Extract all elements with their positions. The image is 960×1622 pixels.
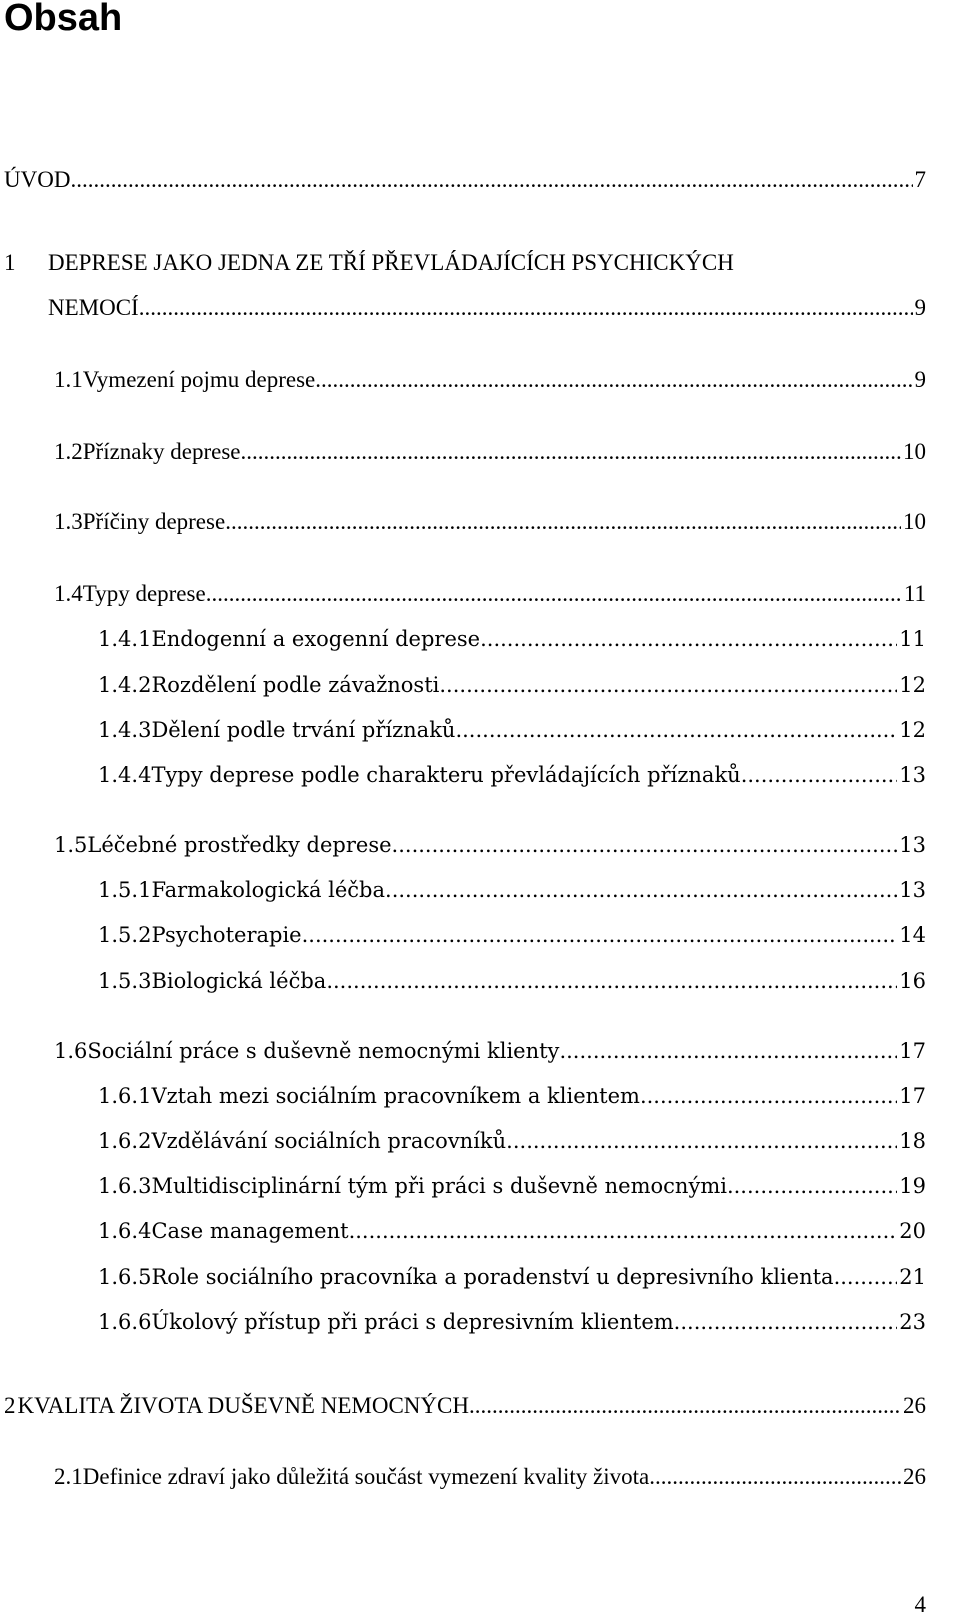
toc-entry-number: 1.4.1 [98, 627, 152, 651]
toc-entry-title: Farmakologická léčba [151, 878, 386, 902]
dot-leader [385, 873, 897, 907]
toc-entry-number: 1.6.2 [98, 1129, 152, 1153]
toc-entry-page: 23 [899, 1310, 926, 1334]
toc-entry-2-1[interactable] [54, 1460, 926, 1494]
toc-entry-title: Vzdělávání sociálních pracovníků [151, 1129, 507, 1153]
toc-entry-page: 16 [899, 969, 926, 993]
toc-entry-number: 1.4.2 [98, 673, 152, 697]
toc-entry-number: 2 [4, 1393, 16, 1418]
toc-entry-title: Multidisciplinární tým při práci s duševně nemocnými [151, 1174, 727, 1198]
toc-entry-title: KVALITA ŽIVOTA DUŠEVNĚ NEMOCNÝCH [17, 1393, 469, 1418]
toc-entry-number: 1.5 [54, 833, 88, 857]
toc-entry-1-4-4[interactable] [98, 758, 926, 792]
toc-entry-page: 13 [899, 833, 926, 857]
toc-entry-page: 13 [899, 878, 926, 902]
toc-entry-title: Rozdělení podle závažnosti [151, 673, 440, 697]
toc-entry-number: 1.6.3 [98, 1174, 152, 1198]
toc-entry-1-6[interactable] [54, 1034, 926, 1068]
toc-entry-page: 10 [903, 509, 926, 534]
toc-entry-1-2[interactable] [54, 435, 926, 469]
toc-entry-title: Sociální práce s duševně nemocnými klienty [87, 1039, 560, 1063]
toc-entry-title: Úkolový přístup při práci s depresivním klientem [151, 1310, 674, 1334]
dot-leader [649, 1460, 901, 1494]
toc-entry-1-6-4[interactable] [98, 1214, 926, 1248]
toc-entry-title: Endogenní a exogenní deprese [151, 627, 481, 651]
dot-leader [139, 291, 913, 325]
toc-entry-number: 2.1 [54, 1464, 83, 1489]
toc-entry-title: Biologická léčba [151, 969, 327, 993]
toc-entry-number: 1.3 [54, 509, 83, 534]
toc-entry-page: 13 [899, 763, 926, 787]
toc-entry-title: Typy deprese podle charakteru převládajících příznaků [151, 763, 741, 787]
dot-leader [326, 964, 897, 998]
dot-leader [302, 918, 898, 952]
dot-leader [315, 363, 912, 397]
toc-entry-1-5-3[interactable] [98, 964, 926, 998]
toc-entry-1-4[interactable] [54, 577, 926, 611]
dot-leader [455, 713, 897, 747]
dot-leader [674, 1305, 898, 1339]
toc-entry-number: 1.6.1 [98, 1084, 152, 1108]
toc-entry-1-6-5[interactable] [98, 1260, 926, 1294]
dot-leader [241, 435, 902, 469]
toc-entry-number: 1.6.6 [98, 1310, 152, 1334]
toc-entry-uvod[interactable] [4, 163, 926, 197]
toc-entry-number: 1.5.2 [98, 923, 152, 947]
toc-entry-page: 17 [899, 1084, 926, 1108]
toc-entry-1-4-3[interactable] [98, 713, 926, 747]
toc-entry-page: 10 [903, 439, 926, 464]
dot-leader [559, 1034, 897, 1068]
dot-leader [225, 505, 901, 539]
toc-entry-page: 12 [899, 718, 926, 742]
dot-leader [349, 1214, 898, 1248]
toc-entry-1-1[interactable] [54, 363, 926, 397]
dot-leader [741, 758, 898, 792]
toc-entry-title: Dělení podle trvání příznaků [151, 718, 456, 742]
toc-entry-number: 1.2 [54, 439, 83, 464]
toc-entry-number: 1.5.1 [98, 878, 152, 902]
toc-entry-page: 7 [914, 167, 926, 192]
toc-entry-1-4-1[interactable] [98, 622, 926, 656]
toc-entry-chapter-1[interactable] [4, 246, 734, 280]
toc-entry-page: 21 [899, 1265, 926, 1289]
toc-entry-1-5[interactable] [54, 828, 926, 862]
toc-entry-page: 12 [899, 673, 926, 697]
dot-leader [206, 577, 902, 611]
toc-entry-title: Příznaky deprese [82, 439, 241, 464]
toc-entry-page: 26 [903, 1464, 926, 1489]
dot-leader [439, 668, 897, 702]
toc-entry-page: 11 [899, 627, 926, 651]
toc-entry-number: 1 [4, 250, 16, 275]
toc-entry-title: Definice zdraví jako důležitá součást vymezení kvality života [82, 1464, 650, 1489]
toc-entry-1-6-6[interactable] [98, 1305, 926, 1339]
toc-entry-1-6-2[interactable] [98, 1124, 926, 1158]
toc-entry-number: 1.4 [54, 581, 83, 606]
dot-leader [392, 828, 898, 862]
toc-entry-1-6-3[interactable] [98, 1169, 926, 1203]
toc-entry-title: Vymezení pojmu deprese [82, 367, 316, 392]
toc-entry-title: Psychoterapie [151, 923, 302, 947]
dot-leader [480, 622, 897, 656]
toc-entry-1-6-1[interactable] [98, 1079, 926, 1113]
toc-entry-chapter-2[interactable] [4, 1389, 926, 1423]
toc-entry-title: DEPRESE JAKO JEDNA ZE TŘÍ PŘEVLÁDAJÍCÍCH PSYCHICKÝCH [48, 250, 734, 275]
toc-entry-page: 18 [899, 1129, 926, 1153]
toc-entry-1-3[interactable] [54, 505, 926, 539]
toc-entry-number: 1.6 [54, 1039, 88, 1063]
toc-entry-number: 1.1 [54, 367, 83, 392]
dot-leader [469, 1389, 901, 1423]
toc-entry-number: 1.4.4 [98, 763, 152, 787]
dot-leader [834, 1260, 898, 1294]
toc-entry-page: 9 [914, 367, 926, 392]
toc-entry-title-cont: NEMOCÍ [48, 295, 139, 320]
dot-leader [70, 163, 912, 197]
toc-entry-1-4-2[interactable] [98, 668, 926, 702]
toc-entry-title: Typy deprese [82, 581, 206, 606]
toc-entry-number: 1.6.5 [98, 1265, 152, 1289]
page-title: Obsah [4, 0, 123, 39]
toc-entry-number: 1.4.3 [98, 718, 152, 742]
toc-entry-page: 11 [903, 581, 926, 606]
toc-entry-1-5-2[interactable] [98, 918, 926, 952]
dot-leader [727, 1169, 897, 1203]
toc-entry-page: 26 [903, 1393, 926, 1418]
toc-entry-title: Case management [151, 1219, 349, 1243]
toc-entry-title: ÚVOD [4, 167, 71, 192]
toc-entry-page: 20 [899, 1219, 926, 1243]
page-number: 4 [914, 1592, 926, 1617]
toc-entry-title: Léčebné prostředky deprese [87, 833, 392, 857]
toc-entry-chapter-1-cont[interactable] [48, 291, 926, 325]
toc-entry-1-5-1[interactable] [98, 873, 926, 907]
toc-entry-number: 1.6.4 [98, 1219, 152, 1243]
toc-entry-page: 17 [899, 1039, 926, 1063]
toc-entry-page: 14 [899, 923, 926, 947]
toc-entry-title: Příčiny deprese [82, 509, 226, 534]
toc-entry-page: 9 [914, 295, 926, 320]
toc-entry-page: 19 [899, 1174, 926, 1198]
dot-leader [640, 1079, 897, 1113]
toc-entry-title: Role sociálního pracovníka a poradenství u depresivního klienta [151, 1265, 834, 1289]
toc-entry-number: 1.5.3 [98, 969, 152, 993]
toc-entry-title: Vztah mezi sociálním pracovníkem a klientem [151, 1084, 640, 1108]
dot-leader [506, 1124, 897, 1158]
